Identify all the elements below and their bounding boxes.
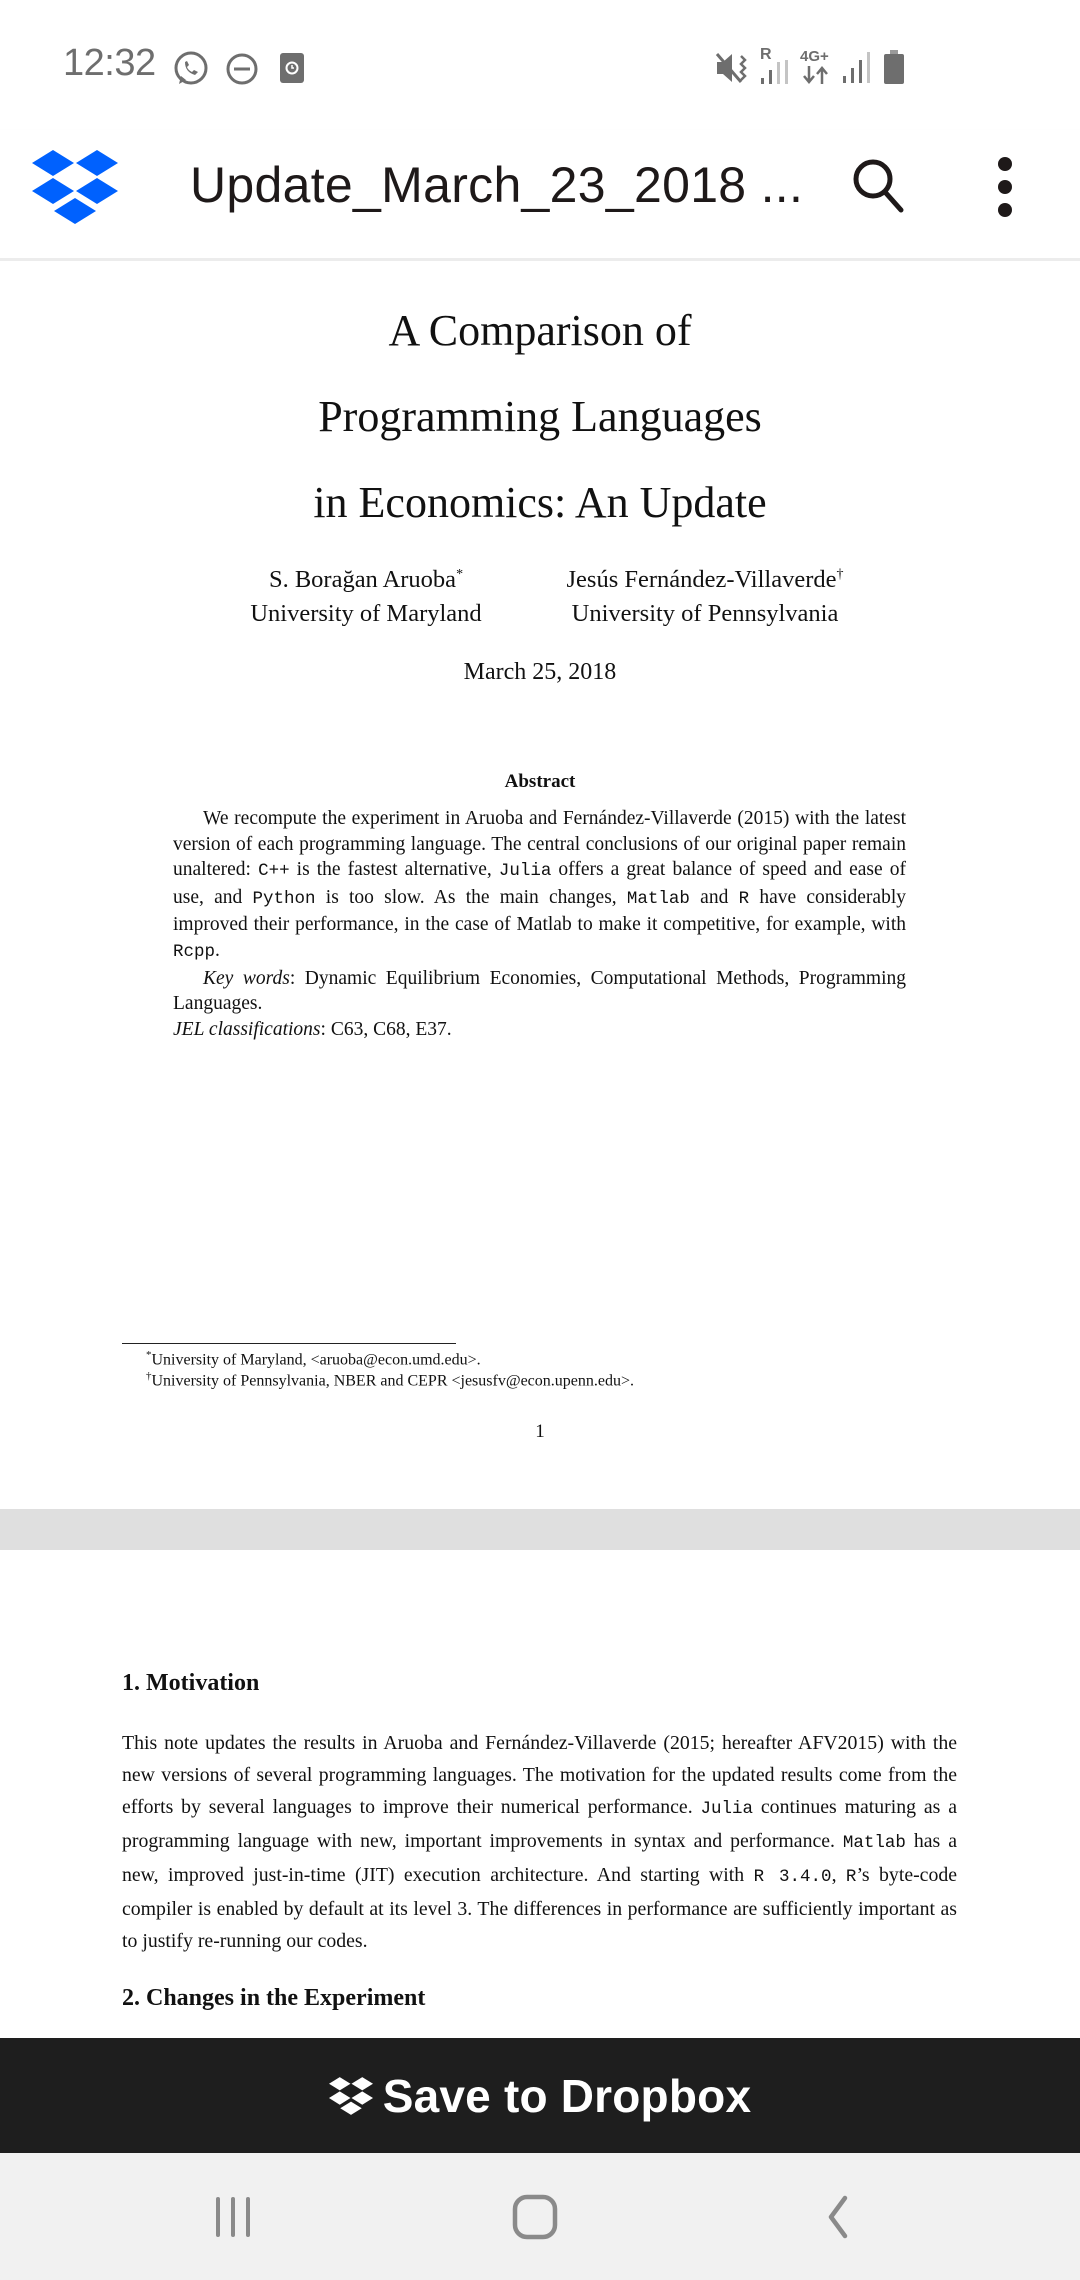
home-icon xyxy=(512,2194,558,2240)
author-name: S. Borağan Aruoba xyxy=(268,566,457,593)
pdf-page-1 xyxy=(0,261,1080,1509)
status-time: 12:32 xyxy=(63,42,156,84)
footnote-1: *University of Maryland, <aruoba@econ.umd.edu>. xyxy=(146,1349,481,1369)
author-1 xyxy=(226,566,506,628)
pdf-page-2 xyxy=(0,1550,1080,2038)
inline-code: R xyxy=(845,1867,857,1887)
inline-code: Python xyxy=(252,888,316,909)
back-chevron-icon xyxy=(823,2194,853,2240)
paper-date: March 25, 2018 xyxy=(463,659,617,685)
author-affiliation: University of Maryland xyxy=(250,600,482,627)
signal-icon xyxy=(842,52,876,84)
status-bar xyxy=(0,0,1080,130)
abstract-heading: Abstract xyxy=(504,771,576,792)
whatsapp-icon xyxy=(172,50,210,88)
app-bar xyxy=(0,130,1080,261)
page-separator xyxy=(0,1509,1080,1550)
save-to-dropbox-label: Save to Dropbox xyxy=(382,2069,752,2122)
inline-code: Julia xyxy=(498,861,552,882)
inline-code: Rcpp xyxy=(173,941,216,962)
jel-classifications: JEL classifications: C63, C68, E37. xyxy=(173,1018,452,1040)
paper-title-line-3: in Economics: An Update xyxy=(313,478,767,527)
inline-code: Matlab xyxy=(842,1833,906,1853)
4g-plus-data-icon: 4G+ xyxy=(800,48,836,88)
motivation-paragraph: This note updates the results in Aruoba and Fernández-Villaverde (2015; hereafter AFV2015) with the new versions of several programming languages. The motivation for the updated results come from the efforts by several languages to improve their numerical performance. Julia continues maturing as a programming language with new, important improvements in syntax and performance. Matlab has a new, improved just-in-time (JIT) execution architecture. And starting with R 3.4.0, R’s byte-code compiler is enabled by default at its level 3. The differences in performance are sufficiently important as to justify re-running our codes. xyxy=(122,1732,958,1952)
recent-apps-button[interactable] xyxy=(133,2153,333,2280)
paper-title-line-1: A Comparison of xyxy=(388,306,692,355)
footnote-mark: † xyxy=(836,566,844,582)
author-2 xyxy=(545,566,865,628)
do-not-disturb-icon xyxy=(224,51,260,87)
battery-icon xyxy=(883,50,905,84)
footnote-mark: * xyxy=(456,566,464,582)
author-name: Jesús Fernández-Villaverde xyxy=(566,566,837,593)
abstract-body xyxy=(173,806,906,1042)
save-to-dropbox-button[interactable] xyxy=(0,2038,1080,2153)
dropbox-logo-icon xyxy=(329,2076,373,2116)
inline-code: C++ xyxy=(258,861,290,882)
paper-title-line-2: Programming Languages xyxy=(318,392,762,441)
clock-app-icon xyxy=(279,52,305,84)
document-title: Update_March_23_2018 ... xyxy=(190,157,804,213)
roaming-signal-icon: R xyxy=(760,46,796,86)
keywords: Key words: Dynamic Equilibrium Economies, Computational Methods, Programming Languages. xyxy=(173,967,906,1015)
recent-apps-icon xyxy=(213,2195,253,2239)
page-number: 1 xyxy=(535,1421,545,1442)
inline-code: R xyxy=(738,888,750,909)
back-button[interactable] xyxy=(738,2153,938,2280)
system-nav-bar xyxy=(0,2153,1080,2280)
section-heading-changes: 2. Changes in the Experiment xyxy=(122,1985,426,2011)
footnote-rule xyxy=(122,1343,456,1344)
abstract-paragraph: We recompute the experiment in Aruoba and Fernández-Villaverde (2015) with the latest version of each programming language. The central conclusions of our original paper remain unaltered: C++ is the fastest alternative, Julia offers a great balance of speed and ease of use, and Python is too slow. As the main changes, Matlab and R have considerably improved their performance, in the case of Matlab to make it competitive, for example, with Rcpp. xyxy=(173,808,907,962)
pdf-viewer[interactable] xyxy=(0,261,1080,2038)
mute-vibrate-icon xyxy=(715,50,751,86)
section-heading-motivation: 1. Motivation xyxy=(122,1670,260,1696)
more-options-icon[interactable] xyxy=(990,156,1020,218)
inline-code: R 3.4.0 xyxy=(753,1867,832,1887)
search-icon[interactable] xyxy=(852,158,906,214)
inline-code: Julia xyxy=(700,1799,754,1819)
footnote-2: †University of Pennsylvania, NBER and CEPR <jesusfv@econ.upenn.edu>. xyxy=(146,1370,634,1390)
author-affiliation: University of Pennsylvania xyxy=(571,600,839,627)
inline-code: Matlab xyxy=(626,888,690,909)
dropbox-logo-icon[interactable] xyxy=(32,150,118,224)
home-button[interactable] xyxy=(435,2153,635,2280)
